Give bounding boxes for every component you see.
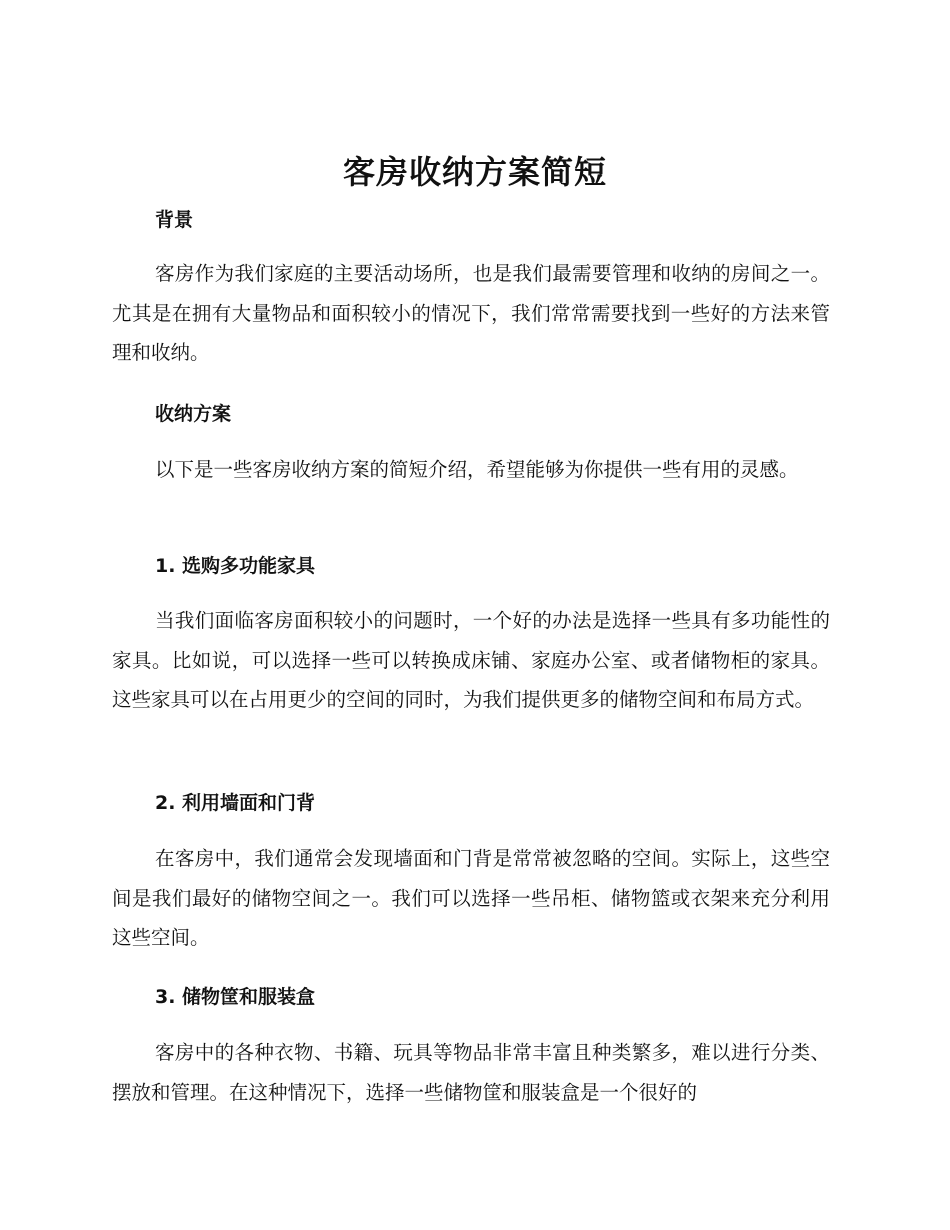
section-heading-walls-and-doors: 2. 利用墙面和门背: [155, 792, 316, 814]
section-paragraph-background: 客房作为我们家庭的主要活动场所，也是我们最需要管理和收纳的房间之一。尤其是在拥有大量物品和面积较小的情况下，我们常常需要找到一些好的方法来管理和收纳。: [112, 262, 830, 364]
section-heading-multifunction-furniture: 1. 选购多功能家具: [155, 555, 316, 577]
section-paragraph-baskets-and-boxes: 客房中的各种衣物、书籍、玩具等物品非常丰富且种类繁多，难以进行分类、摆放和管理。在这种情况下，选择一些储物筐和服装盒是一个很好的: [112, 1041, 830, 1104]
section-paragraph-walls-and-doors: 在客房中，我们通常会发现墙面和门背是常常被忽略的空间。实际上，这些空间是我们最好的储物空间之一。我们可以选择一些吊柜、储物篮或衣架来充分利用这些空间。: [112, 847, 830, 949]
section-paragraph-storage-plan: 以下是一些客房收纳方案的简短介绍，希望能够为你提供一些有用的灵感。: [155, 458, 799, 481]
section-heading-background: 背景: [155, 209, 194, 231]
page-title: 客房收纳方案简短: [342, 153, 607, 191]
section-heading-storage-plan: 收纳方案: [155, 403, 232, 425]
section-heading-baskets-and-boxes: 3. 储物筐和服装盒: [155, 986, 316, 1008]
section-paragraph-multifunction-furniture: 当我们面临客房面积较小的问题时，一个好的办法是选择一些具有多功能性的家具。比如说，可以选择一些可以转换成床铺、家庭办公室、或者储物柜的家具。这些家具可以在占用更少的空间的同时，为我们提供更多的储物空间和布局方式。: [112, 609, 830, 711]
